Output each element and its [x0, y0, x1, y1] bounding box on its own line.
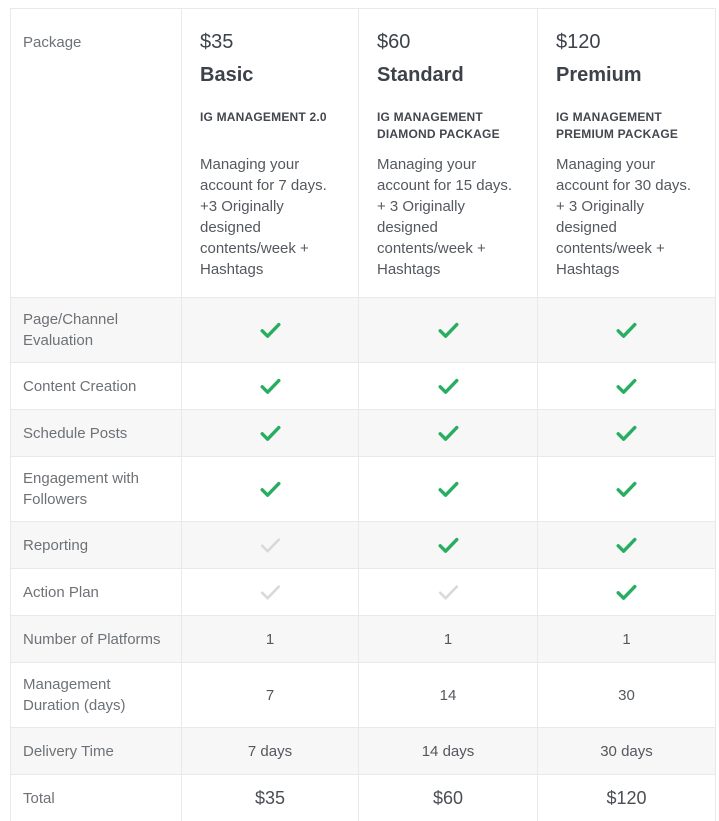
row-value: $120: [606, 787, 647, 808]
package-subtitle: IG MANAGEMENT 2.0: [200, 110, 327, 124]
feature-check-cell: [538, 457, 715, 521]
package-column-standard: [359, 9, 538, 297]
row-label: Reporting: [11, 522, 182, 568]
row-value: 1: [359, 616, 538, 662]
row-label: Management Duration (days): [11, 663, 182, 727]
row-value: 30: [618, 686, 635, 704]
included-check-icon: [616, 584, 637, 601]
table-row: [11, 362, 715, 409]
package-description: Managing your account for 15 days. + 3 Originally designed contents/week + Hashtags: [377, 156, 513, 278]
included-check-icon: [438, 425, 459, 442]
included-check-icon: [616, 537, 637, 554]
package-description: Managing your account for 30 days. + 3 Originally designed contents/week + Hashtags: [556, 156, 692, 278]
row-value: 14 days: [359, 728, 538, 774]
feature-check-cell: [182, 410, 359, 456]
included-check-icon: [260, 425, 281, 442]
included-check-icon: [438, 378, 459, 395]
row-label: Action Plan: [11, 569, 182, 615]
included-check-icon: [438, 322, 459, 339]
package-comparison-table: [10, 8, 716, 821]
package-name: Basic: [200, 64, 254, 86]
feature-check-cell: [359, 298, 538, 362]
row-value: 1: [622, 630, 631, 648]
row-value: $60: [359, 775, 538, 821]
feature-check-cell: [182, 522, 359, 568]
table-row: [11, 456, 715, 521]
row-value: 7: [182, 663, 359, 727]
row-label: Content Creation: [11, 363, 182, 409]
row-value: $35: [182, 775, 359, 821]
package-subtitle: IG MANAGEMENT PREMIUM PACKAGE: [556, 110, 679, 141]
feature-check-cell: [182, 457, 359, 521]
row-label: Page/Channel Evaluation: [11, 298, 182, 362]
table-row: [11, 662, 715, 727]
excluded-check-icon: [260, 537, 281, 554]
included-check-icon: [616, 378, 637, 395]
feature-check-cell: [538, 569, 715, 615]
included-check-icon: [260, 378, 281, 395]
excluded-check-icon: [260, 584, 281, 601]
included-check-icon: [616, 322, 637, 339]
feature-check-cell: [182, 298, 359, 362]
feature-check-cell: [359, 522, 538, 568]
package-name: Premium: [556, 64, 642, 86]
row-label: Engagement with Followers: [11, 457, 182, 521]
included-check-icon: [616, 481, 637, 498]
included-check-icon: [438, 537, 459, 554]
table-row: [11, 774, 715, 821]
row-value: 30 days: [600, 742, 653, 760]
included-check-icon: [616, 425, 637, 442]
row-label: Schedule Posts: [11, 410, 182, 456]
package-price: $35: [200, 31, 234, 53]
feature-check-cell: [182, 569, 359, 615]
row-label: Total: [11, 775, 182, 821]
included-check-icon: [260, 481, 281, 498]
feature-check-cell: [359, 569, 538, 615]
table-row: [11, 409, 715, 456]
package-description: Managing your account for 7 days. +3 Originally designed contents/week + Hashtags: [200, 156, 327, 278]
feature-check-cell: [359, 457, 538, 521]
package-column-premium: [538, 9, 715, 297]
package-subtitle: IG MANAGEMENT DIAMOND PACKAGE: [377, 110, 500, 141]
row-value: 1: [182, 616, 359, 662]
table-header-row: [11, 9, 715, 297]
feature-check-cell: [359, 410, 538, 456]
row-label: Number of Platforms: [11, 616, 182, 662]
row-value: 14: [359, 663, 538, 727]
feature-check-cell: [538, 410, 715, 456]
feature-check-cell: [538, 522, 715, 568]
package-price: $60: [377, 31, 411, 53]
table-row: [11, 568, 715, 615]
row-label: Delivery Time: [11, 728, 182, 774]
feature-check-cell: [538, 298, 715, 362]
row-value: 7 days: [182, 728, 359, 774]
table-row: [11, 521, 715, 568]
table-row: [11, 615, 715, 662]
table-row: [11, 727, 715, 774]
feature-rows-container: [11, 297, 715, 821]
package-column-header: Package: [11, 9, 182, 297]
feature-check-cell: [538, 363, 715, 409]
package-column-basic: [182, 9, 359, 297]
package-price: $120: [556, 31, 601, 53]
excluded-check-icon: [438, 584, 459, 601]
feature-check-cell: [359, 363, 538, 409]
included-check-icon: [260, 322, 281, 339]
feature-check-cell: [182, 363, 359, 409]
package-name: Standard: [377, 64, 464, 86]
table-row: [11, 297, 715, 362]
included-check-icon: [438, 481, 459, 498]
